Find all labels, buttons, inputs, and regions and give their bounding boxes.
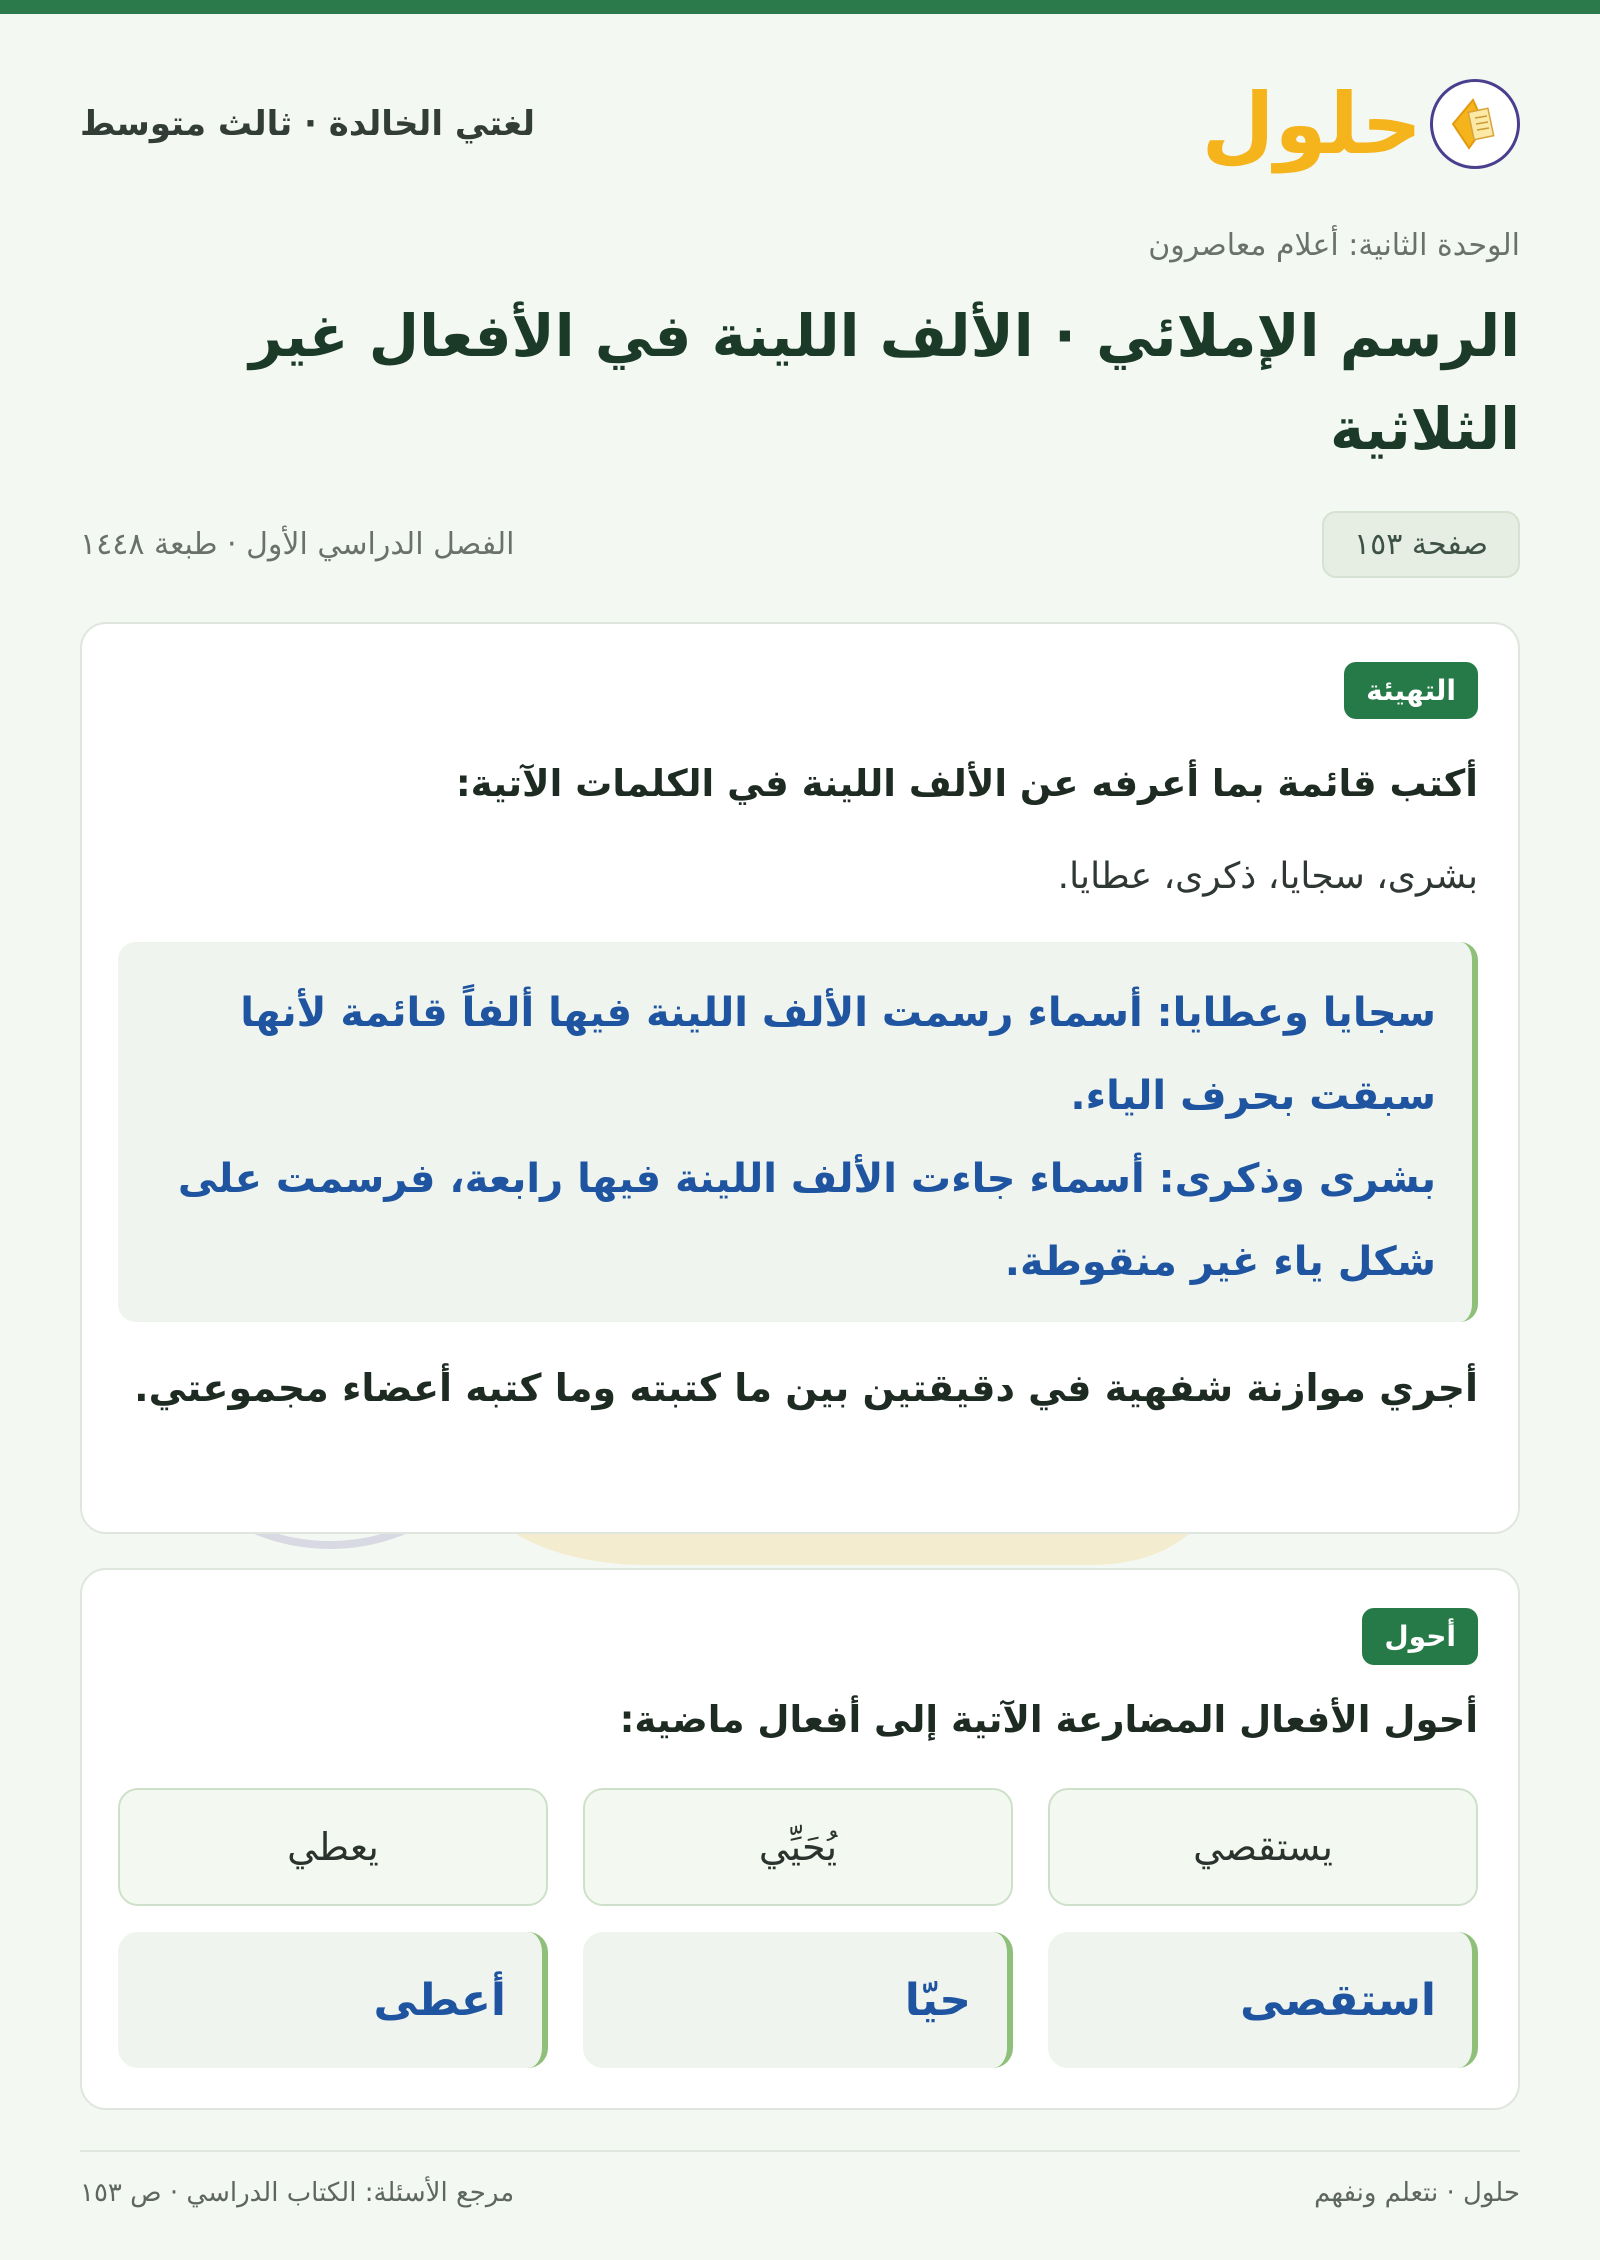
section-tag-warmup: التهيئة [1344, 662, 1478, 719]
past-verb-answer: أعطى [118, 1932, 548, 2068]
present-verb-cell: يُحَيِّي [583, 1788, 1013, 1906]
followup-instruction: أجري موازنة شفهية في دقيقتين بين ما كتبته وما كتبه أعضاء مجموعتي. [134, 1366, 1478, 1410]
semester-label: الفصل الدراسي الأول · طبعة ١٤٤٨ [80, 526, 515, 562]
present-verb-cell: يستقصي [1048, 1788, 1478, 1906]
verb-grid [118, 1788, 1478, 2068]
footer-reference: مرجع الأسئلة: الكتاب الدراسي · ص ١٥٣ [80, 2178, 515, 2208]
section-tag-convert: أحول [1362, 1608, 1478, 1665]
past-verb-answer: استقصى [1048, 1932, 1478, 2068]
footer-divider [80, 2150, 1520, 2152]
footer-brand: حلول · نتعلم ونفهم [1314, 2178, 1520, 2208]
unit-label: الوحدة الثانية: أعلام معاصرون [1148, 228, 1520, 263]
warmup-words: بشرى، سجايا، ذكرى، عطايا. [1057, 856, 1478, 897]
page-footer [80, 2178, 1520, 2208]
answer-line: سجايا وعطايا: أسماء رسمت الألف اللينة فيها ألفاً قائمة لأنها [240, 990, 1436, 1036]
warmup-card [80, 622, 1520, 1534]
logo-emblem-icon [1430, 79, 1520, 169]
warmup-prompt: أكتب قائمة بما أعرفه عن الألف اللينة في الكلمات الآتية: [455, 762, 1478, 805]
answer-line: شكل ياء غير منقوطة. [1004, 1239, 1436, 1285]
conversion-card [80, 1568, 1520, 2110]
subject-title: لغتي الخالدة · ثالث متوسط [80, 104, 536, 144]
page-number-badge: صفحة ١٥٣ [1322, 511, 1520, 578]
answer-line: بشرى وذكرى: أسماء جاءت الألف اللينة فيها رابعة، فرسمت على [177, 1156, 1436, 1202]
top-accent-bar [0, 0, 1600, 14]
brand-logo[interactable] [1201, 75, 1520, 173]
logo-wordmark: حلول [1201, 75, 1422, 173]
page-header [80, 64, 1520, 184]
answer-line: سبقت بحرف الياء. [1070, 1073, 1436, 1119]
convert-prompt: أحول الأفعال المضارعة الآتية إلى أفعال ماضية: [619, 1698, 1478, 1741]
page-title: الرسم الإملائي · الألف اللينة في الأفعال غير الثلاثية [249, 302, 1520, 463]
warmup-answer-box [118, 942, 1478, 1322]
present-verb-cell: يعطي [118, 1788, 548, 1906]
meta-row [80, 508, 1520, 580]
past-verb-answer: حيّا [583, 1932, 1013, 2068]
